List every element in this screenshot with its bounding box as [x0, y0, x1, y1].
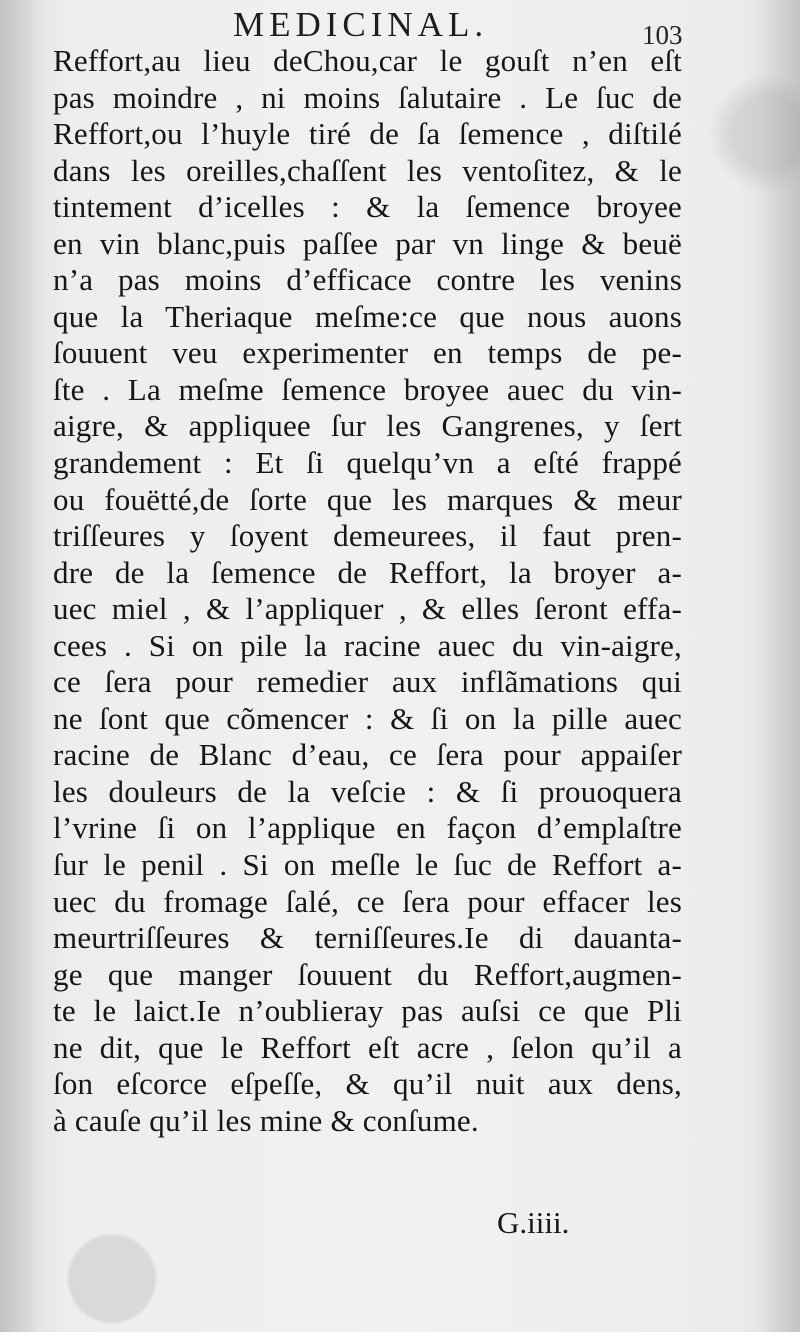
- main-text-block: [53, 43, 682, 1139]
- text-line-30: à cauſe qu’il les mine & conſume.: [53, 1102, 479, 1138]
- text-line-27: te le laict.Ie n’oublieray pas auſsi ce que Pli: [53, 993, 682, 1029]
- text-line-14: triſſeures y ſoyent demeurees, il faut pren-: [53, 518, 682, 554]
- signature-mark: G.iiii.: [497, 1205, 570, 1240]
- text-line-7: n’a pas moins d’efficace contre les venins: [53, 262, 682, 298]
- text-line-21: les douleurs de la veſcie : & ſi prouoquera: [53, 773, 682, 809]
- text-line-10: ſte . La meſme ſemence broyee auec du vin-: [53, 371, 682, 407]
- text-line-2: pas moindre , ni moins ſalutaire . Le ſuc de: [53, 79, 682, 115]
- text-line-11: aigre, & appliquee ſur les Gangrenes, y ſert: [53, 408, 682, 444]
- text-line-28: ne dit, que le Reffort eſt acre , ſelon qu’il a: [53, 1029, 682, 1065]
- text-line-4: dans les oreilles,chaſſent les ventoſitez, & le: [53, 152, 682, 188]
- text-line-26: ge que manger ſouuent du Reffort,augmen-: [53, 956, 682, 992]
- text-line-16: uec miel , & l’appliquer , & elles ſeront effa-: [53, 591, 682, 627]
- text-line-29: ſon eſcorce eſpeſſe, & qu’il nuit aux dens,: [53, 1066, 682, 1102]
- text-line-15: dre de la ſemence de Reffort, la broyer a-: [53, 554, 682, 590]
- text-line-6: en vin blanc,puis paſſee par vn linge & beuë: [53, 225, 682, 261]
- text-line-22: l’vrine ſi on l’applique en façon d’emplaſtre: [53, 810, 682, 846]
- page-number: 103: [642, 20, 683, 50]
- text-line-20: racine de Blanc d’eau, ce ſera pour appaiſer: [53, 737, 682, 773]
- left-page-shadow: [0, 0, 42, 1332]
- text-line-13: ou fouëtté,de ſorte que les marques & meur: [53, 481, 682, 517]
- text-line-12: grandement : Et ſi quelqu’vn a eſté frappé: [53, 445, 682, 481]
- text-line-23: ſur le penil . Si on meſle le ſuc de Reffort a-: [53, 847, 682, 883]
- text-line-17: cees . Si on pile la racine auec du vin-aigre,: [53, 627, 682, 663]
- text-line-18: ce ſera pour remedier aux inflãmations qui: [53, 664, 682, 700]
- text-line-5: tintement d’icelles : & la ſemence broyee: [53, 189, 682, 225]
- right-page-shadow: [758, 0, 800, 1332]
- running-header: MEDICINAL.: [233, 5, 489, 44]
- text-line-8: que la Theriaque meſme:ce que nous auons: [53, 298, 682, 334]
- text-line-24: uec du fromage ſalé, ce ſera pour effacer les: [53, 883, 682, 919]
- text-line-9: ſouuent veu experimenter en temps de pe-: [53, 335, 682, 371]
- text-line-25: meurtriſſeures & terniſſeures.Ie di dauanta-: [53, 920, 682, 956]
- text-line-3: Reffort,ou l’huyle tiré de ſa ſemence , diſtilé: [53, 116, 682, 152]
- text-line-1: Reffort,au lieu deChou,car le gouſt n’en eſt: [53, 43, 682, 78]
- text-line-19: ne ſont que cõmencer : & ſi on la pille auec: [53, 700, 682, 736]
